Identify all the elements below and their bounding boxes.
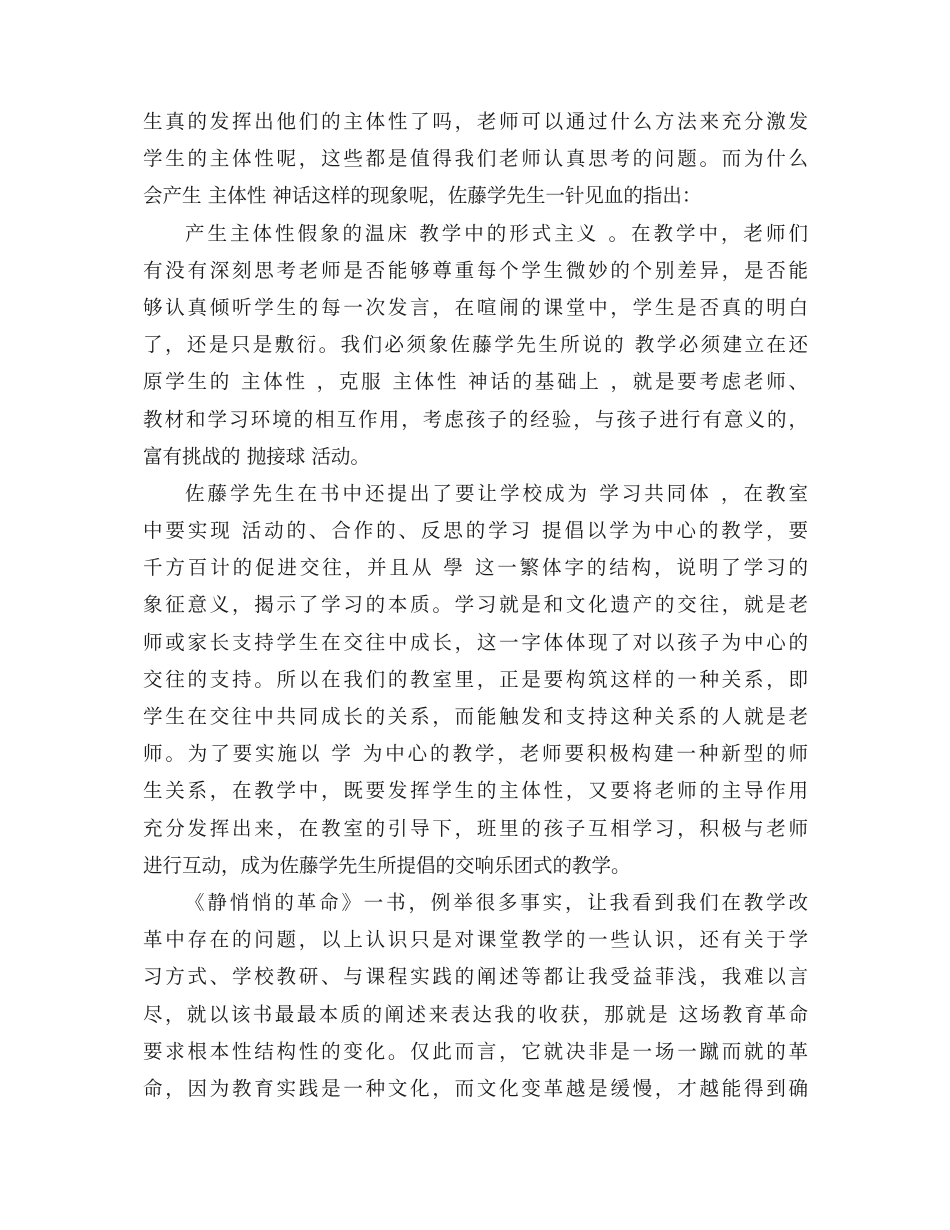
text-line: 原学生的 主体性 ，克服 主体性 神话的基础上 ，就是要考虑老师、 [143, 370, 808, 394]
text-line: 会产生 主体性 神话这样的现象呢，佐藤学先生一针见血的指出： [143, 184, 702, 208]
text-line: 了，还是只是敷衍。我们必须象佐藤学先生所说的 教学必须建立在还 [143, 333, 808, 357]
text-line: 够认真倾听学生的每一次发言，在喧闹的课堂中，学生是否真的明白 [143, 295, 808, 319]
text-line: 交往的支持。所以在我们的教室里，正是要构筑这样的一种关系，即 [143, 667, 808, 691]
text-line: 尽，就以该书最最本质的阐述来表达我的收获，那就是 这场教育革命 [143, 1002, 808, 1026]
text-line: 革中存在的问题，以上认识只是对课堂教学的一些认识，还有关于学 [143, 928, 808, 952]
text-line: 有没有深刻思考老师是否能够尊重每个学生微妙的个别差异，是否能 [143, 258, 808, 282]
text-line: 充分发挥出来，在教室的引导下，班里的孩子互相学习，积极与老师 [143, 816, 808, 840]
text-line: 富有挑战的 抛接球 活动。 [143, 444, 370, 468]
text-line: 进行互动，成为佐藤学先生所提倡的交响乐团式的教学。 [143, 853, 631, 877]
text-line: 习方式、学校教研、与课程实践的阐述等都让我受益菲浅，我难以言 [143, 965, 808, 989]
body-text [143, 103, 808, 1107]
text-line: 要求根本性结构性的变化。仅此而言，它就决非是一场一蹴而就的革 [143, 1039, 808, 1063]
text-line: 《静悄悄的革命》一书，例举很多事实，让我看到我们在教学改 [185, 890, 808, 914]
text-line: 师。为了要实施以 学 为中心的教学，老师要积极构建一种新型的师 [143, 742, 808, 766]
text-line: 命，因为教育实践是一种文化，而文化变革越是缓慢，才越能得到确 [143, 1076, 808, 1100]
text-line: 生关系，在教学中，既要发挥学生的主体性，又要将老师的主导作用 [143, 779, 808, 803]
text-line: 学生的主体性呢，这些都是值得我们老师认真思考的问题。而为什么 [143, 147, 808, 171]
text-line: 佐藤学先生在书中还提出了要让学校成为 学习共同体 ，在教室 [185, 481, 808, 505]
text-line: 学生在交往中共同成长的关系，而能触发和支持这种关系的人就是老 [143, 705, 808, 728]
text-line: 千方百计的促进交往，并且从 學 这一繁体字的结构，说明了学习的 [143, 556, 808, 580]
text-line: 师或家长支持学生在交往中成长，这一字体体现了对以孩子为中心的 [143, 630, 808, 654]
text-line: 生真的发挥出他们的主体性了吗，老师可以通过什么方法来充分激发 [143, 110, 808, 133]
text-line: 产生主体性假象的温床 教学中的形式主义 。在教学中，老师们 [185, 221, 808, 245]
text-line: 教材和学习环境的相互作用，考虑孩子的经验，与孩子进行有意义的， [143, 407, 808, 431]
text-line: 象征意义，揭示了学习的本质。学习就是和文化遗产的交往，就是老 [143, 593, 808, 617]
text-line: 中要实现 活动的、合作的、反思的学习 提倡以学为中心的教学，要 [143, 519, 808, 543]
